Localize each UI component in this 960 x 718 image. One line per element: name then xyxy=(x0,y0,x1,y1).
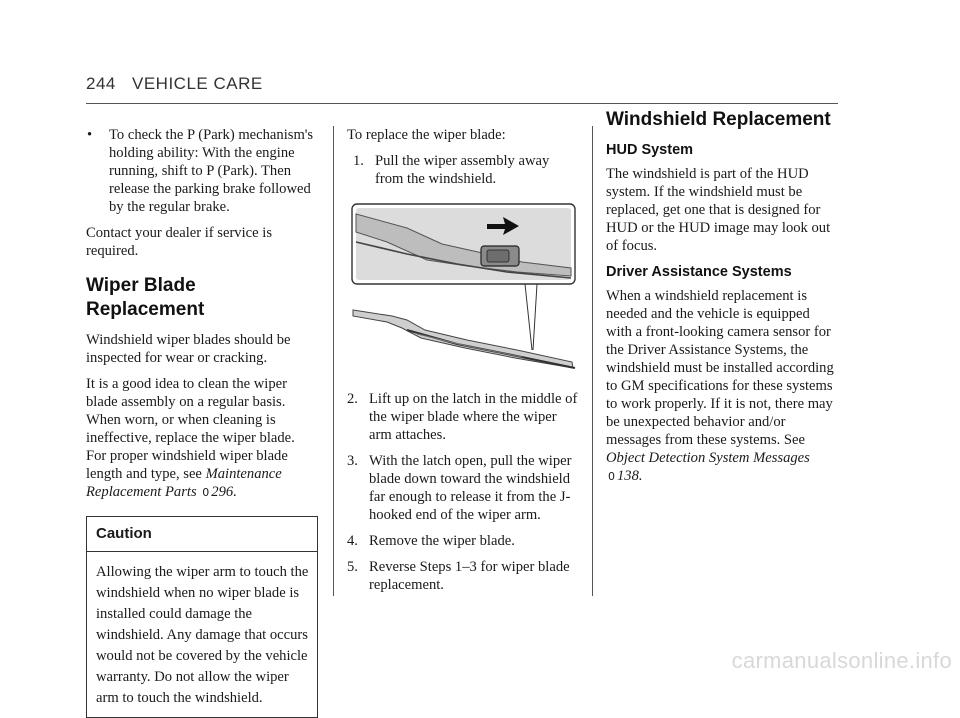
wiper-para-2 xyxy=(86,375,318,502)
step-text: Remove the wiper blade. xyxy=(369,533,515,549)
column-1 xyxy=(86,126,318,718)
column-3 xyxy=(606,109,838,494)
wiper-blade-heading: Wiper Blade Replacement xyxy=(86,275,205,320)
object-detection-link[interactable]: Object Detection System Messages xyxy=(606,450,810,466)
driver-assist-subheading: Driver Assistance Systems xyxy=(606,264,792,280)
step-number: 2. xyxy=(347,391,358,407)
latch-tab xyxy=(487,250,509,262)
header-rule xyxy=(86,103,838,104)
page-ref-number: 296. xyxy=(211,484,237,500)
caution-title: Caution xyxy=(87,517,317,552)
caution-box xyxy=(86,516,318,718)
step-item xyxy=(347,452,579,524)
page-number: 244 xyxy=(86,74,116,93)
step-text: Pull the wiper assembly away from the windshield. xyxy=(375,153,550,187)
steps-list-top xyxy=(347,152,579,188)
bullet-text: To check the P (Park) mechanism's holding ability: With the engine running, shift to P (Park). Then release the parking brake followed by the regular brake. xyxy=(109,127,314,215)
section-title: VEHICLE CARE xyxy=(132,74,263,93)
step-item xyxy=(353,152,579,188)
step-number: 4. xyxy=(347,533,358,549)
windshield-heading: Windshield Replacement xyxy=(606,109,831,130)
column-divider xyxy=(333,126,334,596)
step-number: 3. xyxy=(347,453,358,469)
driver-assist-body: When a windshield replacement is needed and the vehicle is equipped with a front-looking camera sensor for the Driver Assistance Systems, the windshield must be installed according to GM specifications for these systems to work properly. If it is not, there may be unexpected behavior and/or messages from these systems. See xyxy=(606,288,834,448)
watermark: carmanualsonline.info xyxy=(731,648,952,673)
step-text: Lift up on the latch in the middle of the wiper blade where the wiper arm attaches. xyxy=(369,391,578,443)
steps-intro: To replace the wiper blade: xyxy=(347,127,506,143)
bullet-icon: • xyxy=(87,127,93,143)
column-divider xyxy=(592,126,593,596)
maintenance-parts-link[interactable]: Maintenance Replacement Parts xyxy=(86,466,282,500)
step-item xyxy=(347,390,579,444)
page-header xyxy=(86,70,838,106)
wiper-illustration xyxy=(347,202,579,374)
step-number: 1. xyxy=(353,153,364,169)
step-item xyxy=(347,532,579,550)
hud-text: The windshield is part of the HUD system. If the windshield must be replaced, get one that is designed for HUD or the HUD image may look out of focus. xyxy=(606,166,831,254)
page-ref-icon: 0 xyxy=(202,486,210,499)
wiper-arm xyxy=(353,310,573,368)
step-text: Reverse Steps 1–3 for wiper blade replacement. xyxy=(369,559,570,593)
step-text: With the latch open, pull the wiper blade down toward the windshield far enough to release it from the J-hooked end of the wiper arm. xyxy=(369,453,572,523)
step-item xyxy=(347,558,579,594)
callout-line xyxy=(525,284,532,350)
driver-assist-text xyxy=(606,287,838,486)
wiper-assembly-drawing xyxy=(347,202,579,374)
hud-subheading: HUD System xyxy=(606,142,694,158)
step-number: 5. xyxy=(347,559,358,575)
caution-body: Allowing the wiper arm to touch the windshield when no wiper blade is installed could damage the windshield. Any damage that occurs would not be covered by the vehicle warranty. Do not allow the wiper arm to touch the windshield. xyxy=(96,564,309,706)
page-ref-number: 138. xyxy=(617,468,643,484)
bullet-item xyxy=(86,126,318,216)
column-2 xyxy=(347,126,579,602)
steps-list xyxy=(347,390,579,594)
page-ref-icon: 0 xyxy=(608,470,615,483)
wiper-para-1: Windshield wiper blades should be inspected for wear or cracking. xyxy=(86,332,291,366)
wiper-para-2-text: It is a good idea to clean the wiper blade assembly on a regular basis. When worn, or when cleaning is ineffective, replace the wiper blade. For proper windshield wiper blade length and type, see xyxy=(86,376,295,482)
contact-dealer-text: Contact your dealer if service is required. xyxy=(86,225,272,259)
callout-line xyxy=(533,284,537,350)
